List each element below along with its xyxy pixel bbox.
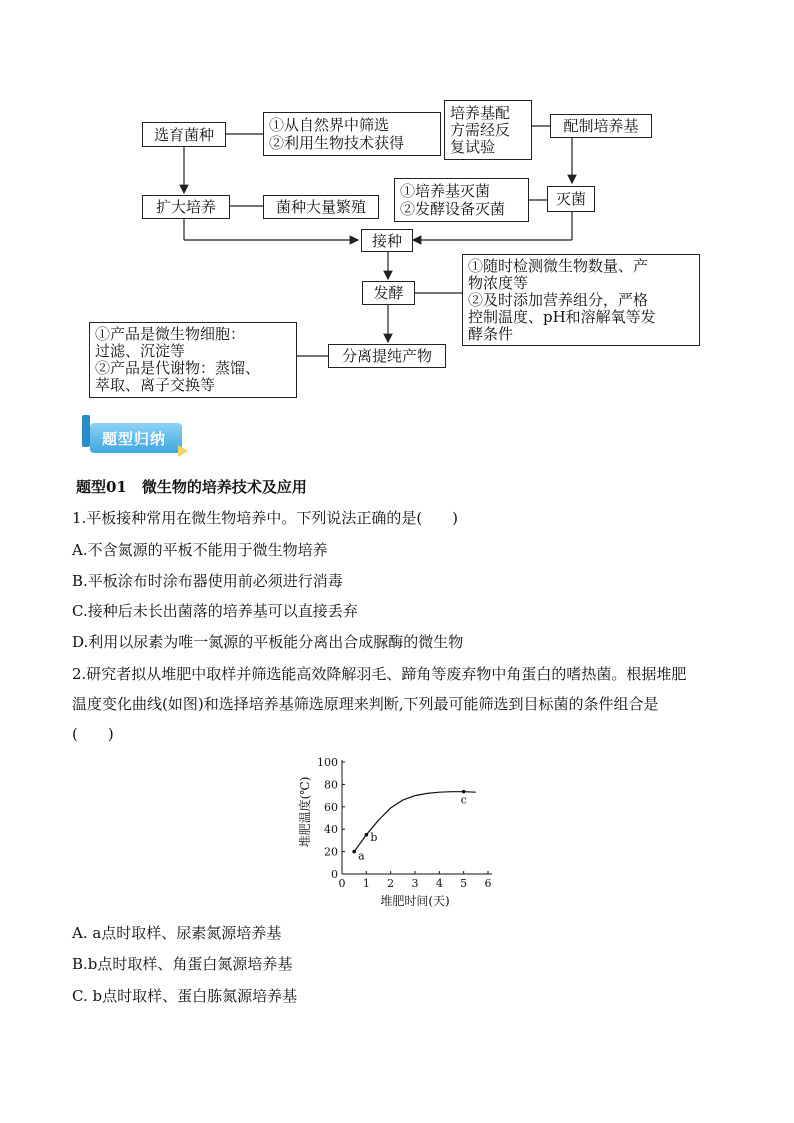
flow-prepare-medium: 配制培养基 — [550, 114, 652, 138]
flow-expand-note: 菌种大量繁殖 — [263, 195, 379, 219]
x-tick-label: 2 — [387, 877, 395, 890]
badge-tail-icon — [178, 445, 188, 457]
q1-option-c: C.接种后未长出菌落的培养基可以直接丢弃 — [72, 602, 358, 620]
chart-points — [352, 790, 466, 863]
flow-ferment-note-text: ①随时检测微生物数量、产 物浓度等 ②及时添加营养组分，严格 控制温度、pH和溶解氧等发 酵条件 — [468, 256, 656, 343]
flow-medium-note-text: 培养基配 方需经反 复试验 — [450, 103, 511, 156]
x-tick-label: 3 — [411, 877, 419, 890]
flow-sterilize: 灭菌 — [547, 186, 595, 212]
flow-purify: 分离提纯产物 — [328, 344, 446, 368]
badge-label: 题型归纳 — [102, 430, 167, 448]
flow-product-note-text: ①产品是微生物细胞： 过滤、沉淀等 ②产品是代谢物：蒸馏、 萃取、离子交换等 — [95, 325, 261, 394]
x-tick-label: 5 — [460, 877, 468, 890]
q1-option-b: B.平板涂布时涂布器使用前必须进行消毒 — [72, 572, 343, 590]
section-badge — [82, 415, 194, 457]
chart-y-axis-label: 堆肥温度(℃) — [298, 776, 312, 848]
q1-option-a: A.不含氮源的平板不能用于微生物培养 — [72, 541, 328, 559]
q2-option-a: A. a点时取样、尿素氮源培养基 — [72, 924, 282, 942]
q2-option-b: B.b点时取样、角蛋白氮源培养基 — [72, 955, 293, 973]
flow-select-strain: 选育菌种 — [142, 122, 226, 147]
flow-sterilize-note-text: ①培养基灭菌 ②发酵设备灭菌 — [400, 182, 506, 218]
q2-stem-line1: 2.研究者拟从堆肥中取样并筛选能高效降解羽毛、蹄角等废弃物中角蛋白的嗜热菌。根据堆肥 — [72, 665, 687, 683]
flow-select-methods — [263, 112, 441, 156]
x-tick-label: 4 — [435, 877, 443, 890]
temperature-chart — [295, 750, 535, 920]
q1-option-d: D.利用以尿素为唯一氮源的平板能分离出合成脲酶的微生物 — [72, 633, 464, 651]
y-tick-label: 20 — [324, 845, 338, 859]
point-label-a: a — [358, 849, 365, 863]
y-tick-label: 40 — [324, 823, 338, 837]
flow-sterilize-note — [394, 178, 529, 222]
point-b — [365, 833, 369, 837]
chart-ticks — [317, 756, 492, 890]
flow-product-note — [89, 322, 297, 398]
flow-ferment: 发酵 — [362, 281, 415, 305]
q2-option-c: C. b点时取样、蛋白胨氮源培养基 — [72, 987, 298, 1005]
flow-medium-note — [444, 100, 532, 160]
flow-select-methods-text: ①从自然界中筛选 ②利用生物技术获得 — [269, 116, 405, 152]
point-label-b: b — [370, 830, 378, 844]
point-a — [352, 850, 356, 854]
q2-stem-line3: ( ) — [72, 725, 114, 743]
badge-tab — [82, 415, 90, 447]
section-title: 题型01 微生物的培养技术及应用 — [76, 478, 307, 496]
flow-ferment-note — [462, 254, 700, 346]
point-label-c: c — [460, 793, 467, 807]
x-tick-label: 1 — [362, 877, 370, 890]
flow-inoculate: 接种 — [361, 229, 413, 252]
flow-expand-culture: 扩大培养 — [142, 195, 230, 219]
y-tick-label: 0 — [331, 868, 338, 881]
chart-x-axis-label: 堆肥时间(天) — [380, 894, 450, 908]
x-tick-label: 0 — [338, 877, 346, 890]
y-tick-label: 80 — [324, 778, 338, 792]
y-tick-label: 100 — [317, 756, 338, 769]
y-tick-label: 60 — [324, 800, 338, 814]
x-tick-label: 6 — [484, 877, 492, 890]
q1-stem: 1.平板接种常用在微生物培养中。下列说法正确的是( ) — [72, 509, 459, 527]
q2-stem-line2: 温度变化曲线(如图)和选择培养基筛选原理来判断,下列最可能筛选到目标菌的条件组合是 — [72, 695, 659, 713]
